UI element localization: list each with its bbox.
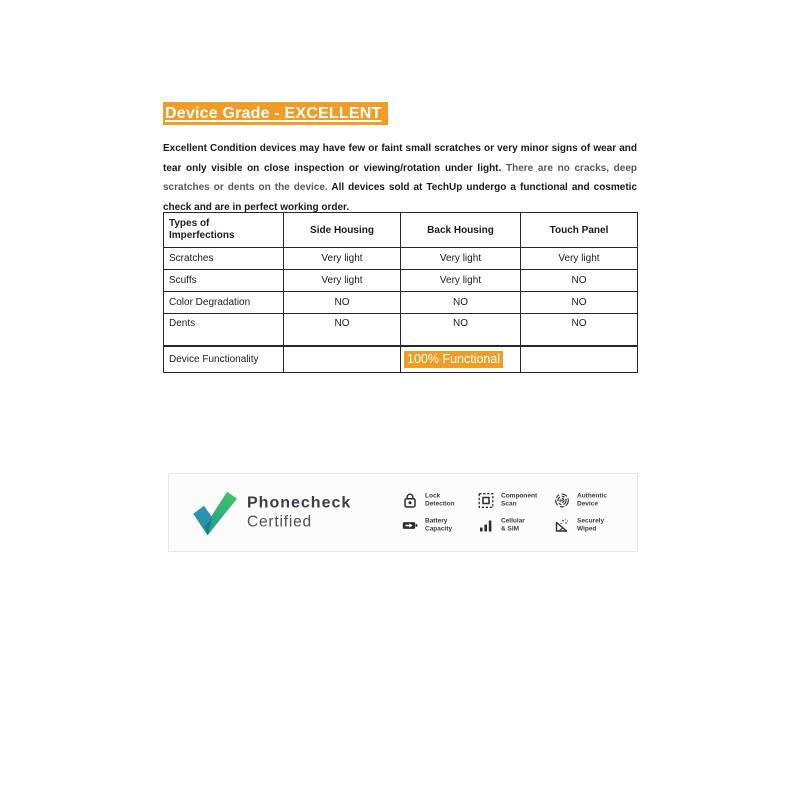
row-label: Device Functionality <box>164 346 284 373</box>
functional-highlight: 100% Functional <box>404 351 503 368</box>
table-row-scuffs <box>164 270 638 292</box>
feature-cellular-sim <box>478 517 554 533</box>
phonecheck-check-icon <box>187 490 237 535</box>
description-segment-2: There are no cracks, deep scratches or dents on the device. <box>163 162 637 193</box>
lock-icon <box>402 492 418 508</box>
table-row-color-degradation <box>164 292 638 314</box>
col-header-types: Types of Imperfections <box>164 213 284 248</box>
cell-value: NO <box>284 314 401 346</box>
battery-icon <box>402 517 418 533</box>
feature-label: Component Scan <box>501 492 538 507</box>
cell-value <box>284 346 401 373</box>
feature-label: Cellular & SIM <box>501 517 525 532</box>
signal-bars-icon <box>478 517 494 533</box>
cell-value: NO <box>284 292 401 314</box>
wipe-icon <box>554 517 570 533</box>
feature-label: Battery Capacity <box>425 517 453 532</box>
col-header-back-housing: Back Housing <box>401 213 521 248</box>
cell-value: NO <box>521 314 638 346</box>
table-row-dents <box>164 314 638 346</box>
cell-value: Very light <box>401 270 521 292</box>
feature-authentic-device <box>554 492 630 508</box>
col-header-touch-panel: Touch Panel <box>521 213 638 248</box>
component-scan-icon <box>478 492 494 508</box>
feature-component-scan <box>478 492 554 508</box>
feature-label: Authentic Device <box>577 492 607 507</box>
feature-lock-detection <box>402 492 478 508</box>
table-row-device-functionality <box>164 346 638 373</box>
table-row-scratches <box>164 248 638 270</box>
cell-value: Very light <box>284 248 401 270</box>
cell-value: NO <box>521 292 638 314</box>
cell-value: Very light <box>401 248 521 270</box>
certification-features <box>402 492 630 533</box>
col-header-side-housing: Side Housing <box>284 213 401 248</box>
cell-value: NO <box>521 270 638 292</box>
feature-battery-capacity <box>402 517 478 533</box>
cell-value <box>521 346 638 373</box>
feature-label: Securely Wiped <box>577 517 605 532</box>
phonecheck-brand-text <box>247 494 351 532</box>
row-label: Scratches <box>164 248 284 270</box>
cell-value: Very light <box>521 248 638 270</box>
cell-value: Very light <box>284 270 401 292</box>
imperfections-table <box>163 212 638 373</box>
feature-label: Lock Detection <box>425 492 455 507</box>
cell-functional <box>401 346 521 373</box>
cell-value: NO <box>401 292 521 314</box>
description-paragraph <box>163 139 637 217</box>
phonecheck-certified-badge <box>168 473 638 552</box>
row-label: Scuffs <box>164 270 284 292</box>
row-label: Color Degradation <box>164 292 284 314</box>
phonecheck-subtitle: Certified <box>247 513 312 531</box>
description-segment-1: Excellent Condition devices may have few or faint small scratches or very minor signs of wear and tear only visible on close inspection or viewing/rotation under light. <box>163 143 637 174</box>
fingerprint-icon <box>554 492 570 508</box>
cell-value: NO <box>401 314 521 346</box>
feature-securely-wiped <box>554 517 630 533</box>
page-title: Device Grade - EXCELLENT <box>163 102 388 125</box>
description-segment-3: All devices sold at TechUp undergo a functional and cosmetic check and are in perfect working order. <box>163 182 638 213</box>
phonecheck-logo <box>187 490 351 535</box>
table-header-row <box>164 213 638 248</box>
title-row <box>163 105 388 123</box>
row-label: Dents <box>164 314 284 346</box>
phonecheck-brand: Phonecheck <box>247 494 352 512</box>
